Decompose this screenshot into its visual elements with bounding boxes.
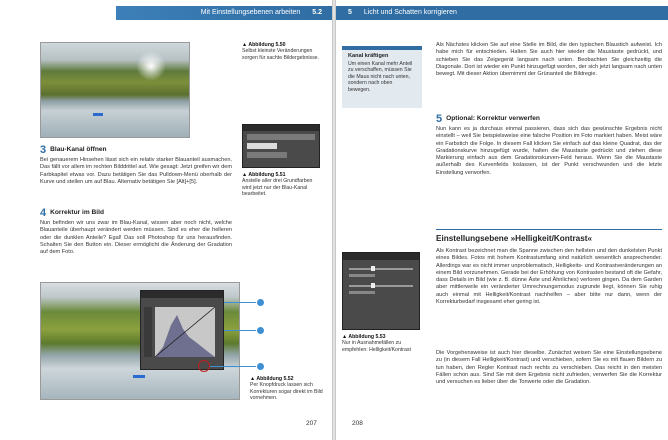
step-3-number: 3 — [40, 144, 47, 156]
sun-glow — [136, 51, 166, 81]
step-3-title: Blau-Kanal öffnen — [50, 146, 107, 153]
step-5-number: 5 — [436, 113, 443, 125]
step-4-heading — [40, 207, 104, 219]
curves-panel-screenshot — [140, 290, 224, 370]
callout-dot-1 — [256, 298, 265, 307]
gradation-curve — [155, 307, 215, 357]
caption-5-53: ▲ Abbildung 5.53 Nur in Ausnahmefällen zu empfehlen: Helligkeit/Kontrast — [342, 334, 411, 353]
step-3-heading — [40, 144, 107, 156]
contrast-slider — [349, 285, 413, 287]
caption-5-53-label: Abbildung 5.53 — [348, 334, 386, 340]
right-header-title: Licht und Schatten korrigieren — [363, 9, 457, 16]
click-marker-ring — [198, 360, 210, 372]
step-5-heading — [436, 113, 540, 125]
section-rule — [436, 229, 662, 230]
caption-5-52-label: Abbildung 5.52 — [256, 376, 294, 382]
section-title: Einstellungsebene »Helligkeit/Kontrast« — [436, 234, 593, 243]
step-4-text: Nun befinden wir uns zwar im Blau-Kanal, wissen aber noch nicht, welche Blauanteile überhaupt verändert werden müssen. Sind es eher die helleren oder die dunklen Anteile? Egal! Das soll Photoshop für uns herausfinden. Schalten Sie den Button ein. Dieser ermöglicht die Änderung der Gradation auf dem Foto. — [40, 220, 232, 256]
section-text-2: Die Vorgehensweise ist auch hier dieselbe. Zunächst weisen Sie eine Einstellungsebene zu (in diesem Fall Helligkeit/Kontrast) und verschieben, sofern Sie es mit flauen Bildern zu tun haben, den Regler Kontrast nach rechts zu verschieben. Das reicht in den meisten Fällen schon aus. Sind Sie mit dem Ergebnis nicht zufrieden, verwerfen Sie die Korrektur und versuchen es lieber über die Tonwerte oder die Gradation. — [436, 350, 662, 386]
brightness-slider — [349, 268, 413, 270]
left-header-number: 5.2 — [312, 9, 322, 16]
step-3-text: Bei genauerem Hinsehen lässt sich ein relativ starker Blauanteil ausmachen. Das fällt vor allem im rechten Bilddrittel auf. Wie gesagt: Jetzt greifen wir dem Farbkapitel etwas vor. Dazu betätigen Sie das Pulldown-Menü oberhalb der Kurve und stellen um auf Blau. Alternativ betätigen Sie [Alt]+[5]. — [40, 157, 232, 185]
left-page — [0, 0, 332, 440]
boat-icon — [93, 113, 103, 116]
step-5-title: Optional: Korrektur verwerfen — [446, 115, 540, 122]
tip-box-text: Um einen Kanal mehr Anteil zu verschaffen, müssen Sie die Maus nicht nach unten, sondern nach oben bewegen. — [348, 61, 413, 93]
caption-5-51-text: Anstelle aller drei Grundfarben wird jetzt nur der Blau-Kanal bearbeitet. — [242, 178, 313, 198]
page-number-right: 208 — [352, 420, 363, 427]
caption-5-52: ▲ Abbildung 5.52 Per Knopfdruck lassen sich Korrekturen sogar direkt im Bild vornehmen. — [250, 376, 323, 402]
caption-5-53-text: Nur in Ausnahmefällen zu empfehlen: Helligkeit/Kontrast — [342, 340, 411, 353]
lake-photo-top — [40, 42, 190, 138]
step-4-title: Korrektur im Bild — [50, 209, 104, 216]
caption-5-51: ▲ Abbildung 5.51 Anstelle aller drei Grundfarben wird jetzt nur der Blau-Kanal bearbeitet. — [242, 172, 313, 198]
step-4-number: 4 — [40, 207, 47, 219]
left-running-header — [0, 6, 332, 20]
boat-icon — [133, 375, 145, 378]
intro-text: Als Nächstes klicken Sie auf eine Stelle im Bild, die den typischen Blaustich aufweist. Ich habe mich für entschieden. Halten Sie auch hier wieder die Maustaste gedrückt, und schieben Sie das Zeigegerät langsam nach unten. Beobachten Sie gleichzeitig die Diagonale. Dort ist wieder ein Punkt hinzugefügt worden, der sich jetzt langsam nach unten bewegt. Mit dieser Aktion übernimmt der Grünanteil die Bildregie. — [436, 42, 662, 78]
right-header-number: 5 — [348, 9, 352, 16]
tip-box-title: Kanal kräftigen — [348, 53, 389, 59]
callout-dot-2 — [256, 326, 265, 335]
caption-5-50-text: Selbst kleinste Veränderungen sorgen für sachte Bildergebnisse. — [242, 48, 319, 61]
blue-channel-selection — [247, 143, 277, 149]
brightness-contrast-panel-screenshot — [342, 252, 420, 330]
page-number-left: 207 — [306, 420, 317, 427]
channel-menu-screenshot — [242, 124, 320, 168]
caption-5-50: ▲ Abbildung 5.50 Selbst kleinste Veränderungen sorgen für sachte Bildergebnisse. — [242, 42, 319, 61]
caption-5-52-text: Per Knopfdruck lassen sich Korrekturen sogar direkt im Bild vornehmen. — [250, 382, 323, 402]
left-header-title: Mit Einstellungsebenen arbeiten — [200, 9, 301, 16]
tip-box — [342, 46, 422, 108]
step-5-text: Nun kann es ja durchaus einmal passieren, dass sich das gewünschte Ergebnis nicht einstellt – weil Sie beispielsweise eine falsche Position im Foto markiert haben. Meist wäre ein Farbstich die Folge. In diesem Fall klicken Sie einfach auf das kleine Quadrat, das der Gradationskurve hinzugefügt wurde, halten die Maustaste gedrückt und ziehen diese Markierung einfach aus dem Gradationskurven-Feld heraus. Wenn Sie die Maustaste außerhalb des Kurvenfelds loslassen, ist der Punkt verschwunden und die letzte Einstellung verworfen. — [436, 126, 662, 176]
curves-tool-column — [144, 307, 152, 357]
caption-5-51-label: Abbildung 5.51 — [248, 172, 286, 178]
section-text-1: Als Kontrast bezeichnet man die Spanne zwischen den hellsten und den dunkelsten Punkt eines Bildes. Fotos mit hohem Kontrastumfang sind natürlich wesentlich ansprechender. Allerdings war es nicht immer unproblematisch, Helligkeits- und Kontrastveränderungen an einem Bild vorzunehmen. Gerade bei der Erhöhung von Kontrasten bestand oft die Gefahr, dass Details im Bild (wie z. B. dünne Äste und Ähnliches) verloren gingen. Da dem Garden aber mittlerweile ein veränderter Umrechnungsmodus zugrunde liegt, können Sie ruhig auch einmal mit Helligkeit/Kontrast nachhelfen – aber bitte nur dann, wenn der Korrekturbedarf insgesamt eher gering ist. — [436, 248, 662, 306]
right-running-header — [336, 6, 668, 20]
caption-5-50-label: Abbildung 5.50 — [248, 42, 286, 48]
callout-dot-3 — [256, 362, 265, 371]
